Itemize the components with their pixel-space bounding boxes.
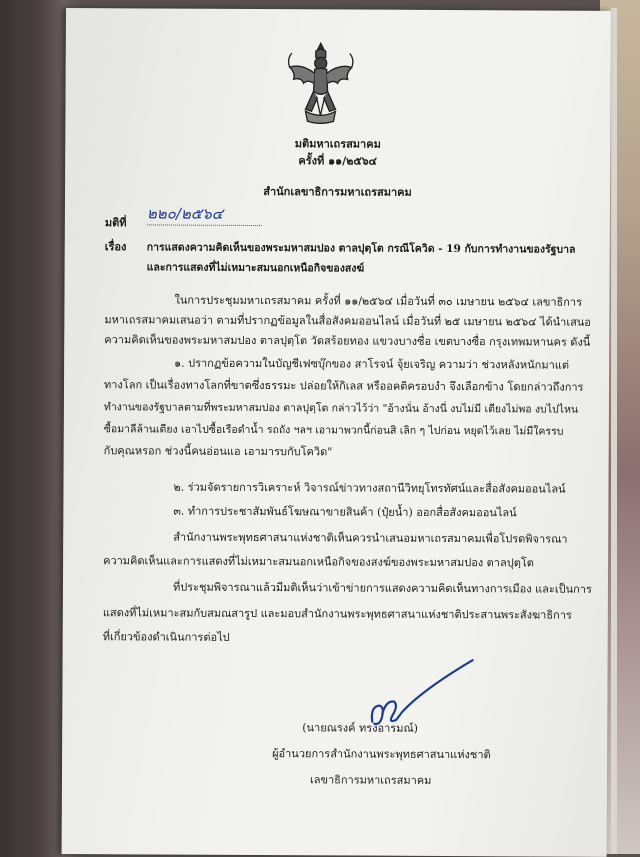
item-2: ๒. ร่วมจัดรายการวิเคราะห์ วิจารณ์ข่าวทางสถานีวิทยุโทรทัศน์และสื่อสังคมออนไลน์ [173, 480, 566, 496]
paragraph-1-line-1: ในการประชุมมหาเถรสมาคม ครั้งที่ ๑๑/๒๕๖๔ เมื่อวันที่ ๓๐ เมษายน ๒๕๖๔ เลขาธิการ [174, 293, 583, 309]
garuda-emblem-icon [283, 39, 357, 127]
paragraph-1-line-2: มหาเถรสมาคมเสนอว่า ตามที่ปรากฏข้อมูลในสื่อสังคมออนไลน์ เมื่อวันที่ ๒๕ เมษายน ๒๕๖๔ ได้นำเสนอ [104, 313, 591, 329]
paragraph-1-line-3: ความคิดเห็นของพระมหาสมปอง ตาลปุตฺโต วัดสร้อยทอง แขวงบางซื่อ เขตบางซื่อ กรุงเทพมหานคร ดังนี้ [104, 333, 591, 349]
signatory-role: เลขาธิการมหาเถรสมาคม [309, 773, 432, 787]
subject-label: เรื่อง [104, 240, 127, 254]
item-1-line-1: ๑. ปรากฏข้อความในบัญชีเฟซบุ๊กของ สาโรจน์ จุ้ยเจริญ ความว่า ช่วงหลังหนักมาแต่ [174, 356, 570, 372]
signatory-name: (นายณรงค์ ทรงอารมณ์) [302, 721, 419, 735]
paragraph-3-line-1: ที่ประชุมพิจารณาแล้วมีมติเห็นว่าเข้าข่ายการแสดงความคิดเห็นทางการเมือง และเป็นการ [172, 580, 592, 596]
item-1-line-2: ทางโลก เป็นเรื่องทางโลกที่ขาดซึ่งธรรมะ ปล่อยให้กิเลส หรืออคติครอบงำ จึงเลือกข้าง โดยกล่าวถึงการ [103, 378, 584, 394]
paragraph-2-line-2: ความคิดเห็นและการแสดงที่ไม่เหมาะสมนอกเหนือกิจของสงฆ์ของพระมหาสมปอง ตาลปุตฺโต [103, 554, 534, 570]
resolution-number-line [147, 206, 262, 226]
item-1-line-3: ทำงานของรัฐบาลตามที่พระมหาสมปอง ตาลปุตฺโต กล่าวไว้ว่า "อ้างนั่น อ้างนี่ งบไม่มี เตียงไม่พอ งบไปไหน [103, 401, 579, 416]
signatory-position: ผู้อำนวยการสำนักงานพระพุทธศาสนาแห่งชาติ [272, 747, 491, 762]
letterhead-session: ครั้งที่ ๑๑/๒๕๖๔ [298, 154, 378, 168]
letterhead-office: สำนักเลขาธิการมหาเถรสมาคม [263, 185, 412, 199]
paragraph-3-line-2: แสดงที่ไม่เหมาะสมกับสมณสารูป และมอบสำนักงานพระพุทธศาสนาแห่งชาติประสานพระสังฆาธิการ [102, 606, 572, 622]
paragraph-3-line-3: ที่เกี่ยวข้องดำเนินการต่อไป [102, 630, 230, 644]
document-page [62, 8, 611, 857]
paper-stack-edge [611, 8, 617, 854]
item-3: ๓. ทำการประชาสัมพันธ์โฆษณาขายสินค้า (ปุ๋ยน้ำ) ออกสื่อสังคมออนไลน์ [173, 504, 517, 520]
paragraph-2-line-1: สำนักงานพระพุทธศาสนาแห่งชาติเห็นควรนำเสนอมหาเถรสมาคมเพื่อโปรดพิจารณา [173, 530, 568, 546]
resolution-label: มติที่ [104, 216, 127, 230]
subject-line-1: การแสดงความคิดเห็นของพระมหาสมปอง ตาลปุตฺโต กรณีโควิด - 19 กับการทำงานของรัฐบาล [146, 241, 576, 256]
item-1-line-5: กับคุณหรอก ช่วงนี้คนอ่อนแอ เอามารบกับโควิด" [103, 444, 333, 459]
item-1-line-4: ซื้อมาลีล้านเตียง เอาไปซื้อเรือดำน้ำ รถถัง ฯลฯ เอามาพวกนี้ก่อนสิ เลิก ๆ ไปก่อน หยุดไว้เลย ไม่มีใครรบ [103, 423, 564, 438]
subject-line-2: และการแสดงที่ไม่เหมาะสมนอกเหนือกิจของสงฆ์ [146, 261, 365, 275]
resolution-number-handwritten: ๒๒๐/๒๕๖๔ [146, 204, 224, 223]
letterhead-title: มติมหาเถรสมาคม [294, 137, 381, 151]
